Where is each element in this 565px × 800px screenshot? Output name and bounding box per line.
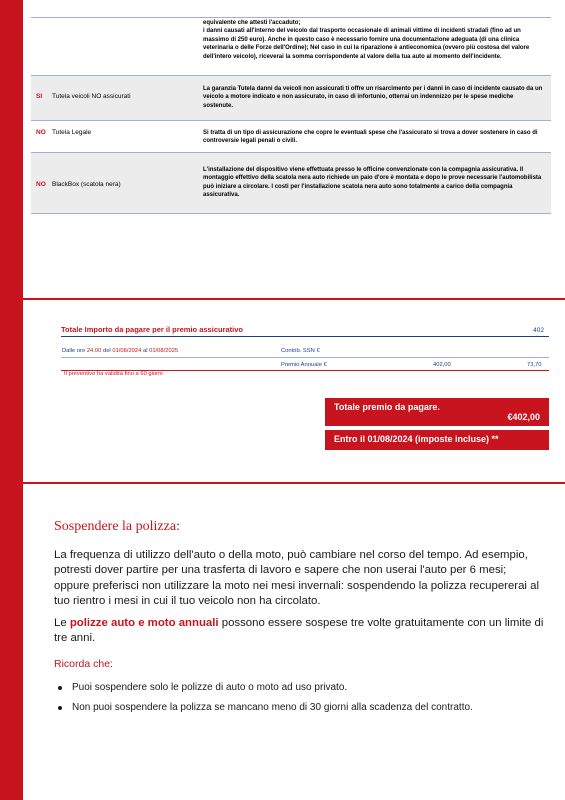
bullet-icon xyxy=(58,706,62,710)
due-date-text: Entro il 01/08/2024 (imposte incluse) ** xyxy=(334,434,499,444)
coverage-name: BlackBox (scatola nera) xyxy=(52,181,121,188)
coverage-row xyxy=(31,121,551,151)
suspend-paragraph: La frequenza di utilizzo dell'auto o della moto, può cambiare nel corso del tempo. Ad esempio, potresti dover partire per una trasferta di lavoro e sapere che non userai l'auto per 6 mesi; oppure preferisci non utilizzare la moto nei mesi invernali: sospendendo la polizza recupererai al tuo rientro i mesi in cui il tuo veicolo non ha circolato. xyxy=(54,549,539,608)
annual-premium-label: Premio Annuale € xyxy=(281,362,327,368)
bullet-icon xyxy=(58,686,62,690)
coverage-status: SI xyxy=(36,93,43,100)
total-premium-label: Totale premio da pagare. xyxy=(334,402,440,412)
totals-divider xyxy=(61,336,549,337)
remember-list xyxy=(54,678,534,718)
table-divider xyxy=(31,213,551,214)
highlight-text: polizze auto e moto annuali xyxy=(69,617,219,629)
total-premium-box xyxy=(325,398,549,426)
due-date-box xyxy=(325,430,549,450)
list-item: Puoi sospendere solo le polizze di auto o moto ad uso privato. xyxy=(54,678,534,698)
coverage-description: L'installazione del dispositivo viene effettuata presso le officine convenzionate con la compagnia assicurativa. Il montaggio effettivo della scatola nera auto richiede un paio d'ore è montata e dopo le prove necessarie l'automobilista può iniziare a circolare. I costi per l'installazione scatola nera auto sono totalmente a carico della compagnia assicurativa. xyxy=(203,167,542,199)
coverage-row xyxy=(31,76,551,120)
coverage-status: NO xyxy=(36,181,46,188)
coverage-row xyxy=(31,153,551,213)
total-amount: 402 xyxy=(533,327,544,334)
coverage-name: Tutela Legale xyxy=(52,129,92,136)
coverage-period: Dalle ore 24.00 del 01/08/2024 al 01/08/2025 xyxy=(62,348,179,354)
coverage-description: La garanzia Tutela danni da veicoli non assicurati ti offre un risarcimento per i danni in caso di incidente causato da un veicolo a motore indicato e non assicurato, in caso di infortunio, otterrai un indennizzo per le spese mediche sostenute. xyxy=(203,86,543,109)
coverage-description: equivalente che attesti l'accaduto; i danni causati all'interno del veicolo dal trasporto occasionale di animali vittime di incidenti stradali (fino ad un massimo di 250 euro). Anche in questo caso è necessario fornire una documentazione adeguata (di una clinica veterinaria o delle Forze dell'Ordine); Nel caso in cui la riparazione è antieconomica (ovvero più costosa del valore dell'intero veicolo), riceverai la somma corrispondente al valore della tua auto al momento dell'incidente. xyxy=(203,20,530,60)
list-item: Non puoi sospendere la polizza se mancano meno di 30 giorni alla scadenza del contratto. xyxy=(54,698,534,718)
annual-premium-value: 402,00 xyxy=(433,362,451,368)
total-title: Totale Importo da pagare per il premio assicurativo xyxy=(61,325,243,334)
section-title: Sospendere la polizza: xyxy=(54,519,180,534)
remember-label: Ricorda che: xyxy=(54,658,113,670)
coverage-description: Si tratta di un tipo di assicurazione che copre le eventuali spese che l'assicurato si trova a dover sostenere in caso di controversie legali penali o civili. xyxy=(203,130,538,145)
suspend-limit-paragraph: Le polizze auto e moto annuali possono essere sospese tre volte gratuitamente con un limite di tre anni. xyxy=(54,617,544,645)
total-premium-amount: €402,00 xyxy=(507,412,540,422)
validity-note: Il preventivo ha validità fino a 60 giorni xyxy=(64,371,163,377)
section-separator xyxy=(23,482,565,484)
ssn-value: 73,70 xyxy=(527,362,542,368)
left-accent-bar xyxy=(0,0,23,800)
coverage-name: Tutela veicoli NO assicurati xyxy=(52,93,131,100)
coverage-row xyxy=(31,18,551,74)
totals-divider xyxy=(61,357,549,358)
coverage-status: NO xyxy=(36,129,46,136)
ssn-label: Contrib. SSN € xyxy=(281,348,320,354)
section-separator xyxy=(23,298,565,300)
